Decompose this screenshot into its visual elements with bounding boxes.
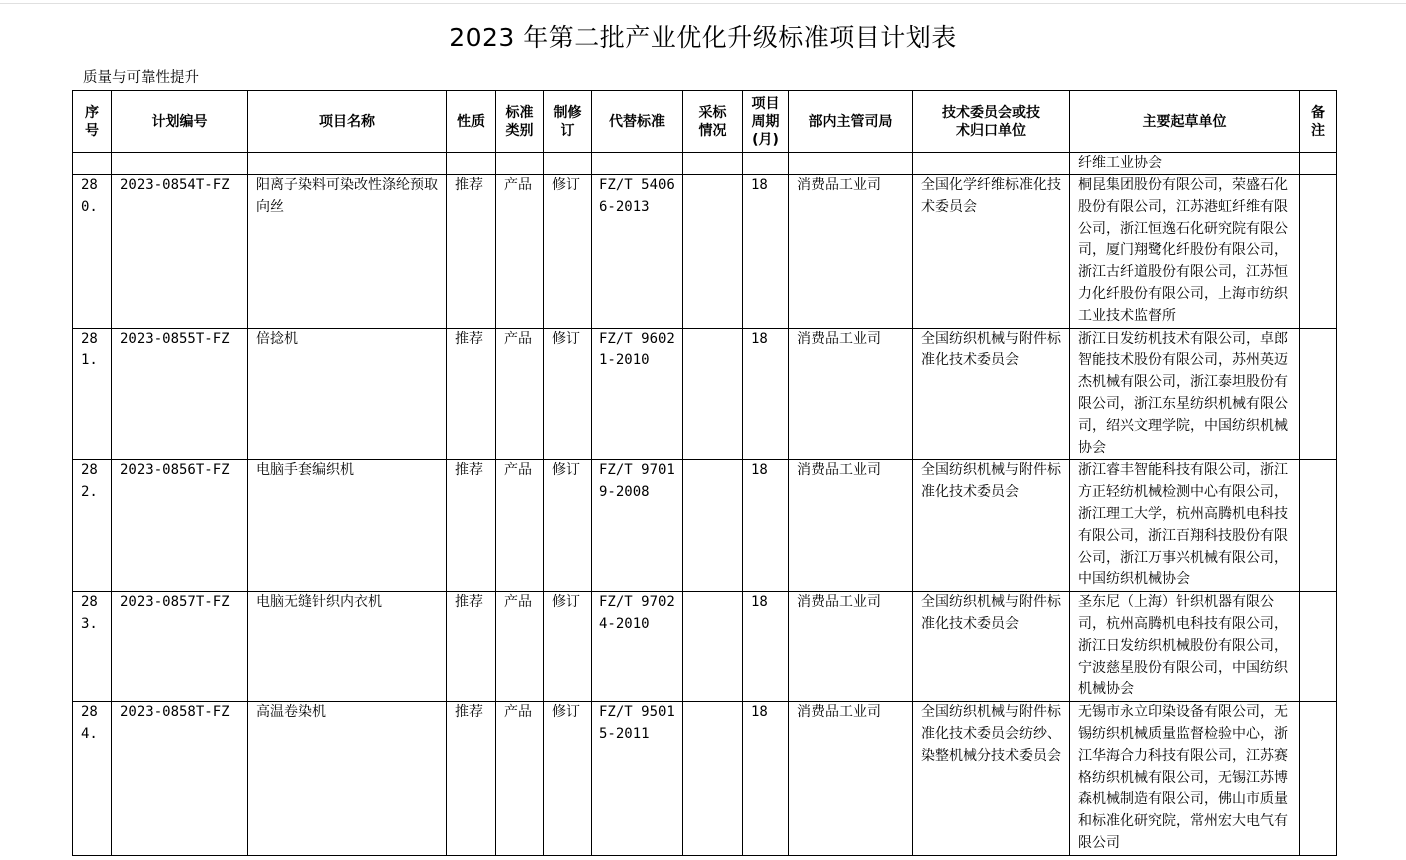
- cell-plan-code: 2023-0856T-FZ: [112, 460, 248, 592]
- table-row: [73, 702, 1337, 856]
- cell-period: 18: [743, 175, 789, 329]
- cell-plan-code: 2023-0854T-FZ: [112, 175, 248, 329]
- cell-period: 18: [743, 702, 789, 856]
- continuation-drafters: 纤维工业协会: [1070, 153, 1300, 175]
- continuation-row: [73, 153, 1337, 175]
- cell-plan-code: 2023-0858T-FZ: [112, 702, 248, 856]
- cell-drafters: 无锡市永立印染设备有限公司，无锡纺织机械质量监督检验中心，浙江华海合力科技有限公司，江苏赛格纺织机械有限公司，无锡江苏博森机械制造有限公司，佛山市质量和标准化研究院，常州宏大电气有限公司: [1070, 702, 1300, 856]
- cell-project-name: 电脑手套编织机: [248, 460, 447, 592]
- cell-adoption: [683, 702, 743, 856]
- cell-replaces: FZ/T 97024-2010: [592, 592, 683, 702]
- cell-committee: 全国化学纤维标准化技术委员会: [913, 175, 1070, 329]
- cell-department: 消费品工业司: [789, 175, 913, 329]
- cell-replaces: FZ/T 95015-2011: [592, 702, 683, 856]
- cell-remarks: [1300, 702, 1337, 856]
- table-row: [73, 175, 1337, 329]
- cell-replaces: FZ/T 96021-2010: [592, 328, 683, 460]
- cell-department: 消费品工业司: [789, 592, 913, 702]
- section-label: 质量与可靠性提升: [83, 70, 199, 86]
- header-adoption: 采标情况: [683, 91, 743, 153]
- cell-adoption: [683, 592, 743, 702]
- header-replaces: 代替标准: [592, 91, 683, 153]
- top-divider: [0, 3, 1406, 4]
- cell-drafters: 桐昆集团股份有限公司，荣盛石化股份有限公司，江苏港虹纤维有限公司，浙江恒逸石化研究院有限公司，厦门翔鹭化纤股份有限公司，浙江古纤道股份有限公司，江苏恒力化纤股份有限公司，上海市纺织工业技术监督所: [1070, 175, 1300, 329]
- cell-category: 产品: [496, 460, 544, 592]
- cell-committee: 全国纺织机械与附件标准化技术委员会: [913, 328, 1070, 460]
- cell-replaces: FZ/T 97019-2008: [592, 460, 683, 592]
- cell-remarks: [1300, 592, 1337, 702]
- cell-seq: 283.: [73, 592, 112, 702]
- cell-revision: 修订: [544, 175, 592, 329]
- cell-project-name: 电脑无缝针织内衣机: [248, 592, 447, 702]
- cell-category: 产品: [496, 175, 544, 329]
- cell-project-name: 阳离子染料可染改性涤纶预取向丝: [248, 175, 447, 329]
- cell-adoption: [683, 175, 743, 329]
- header-department: 部内主管司局: [789, 91, 913, 153]
- cell-plan-code: 2023-0857T-FZ: [112, 592, 248, 702]
- cell-replaces: FZ/T 54066-2013: [592, 175, 683, 329]
- header-committee: 技术委员会或技术归口单位: [913, 91, 1070, 153]
- table-row: [73, 460, 1337, 592]
- cell-seq: 281.: [73, 328, 112, 460]
- header-plan-code: 计划编号: [112, 91, 248, 153]
- cell-committee: 全国纺织机械与附件标准化技术委员会: [913, 592, 1070, 702]
- cell-period: 18: [743, 460, 789, 592]
- cell-department: 消费品工业司: [789, 702, 913, 856]
- header-nature: 性质: [447, 91, 496, 153]
- cell-seq: 280.: [73, 175, 112, 329]
- cell-committee: 全国纺织机械与附件标准化技术委员会: [913, 460, 1070, 592]
- header-drafters: 主要起草单位: [1070, 91, 1300, 153]
- cell-nature: 推荐: [447, 328, 496, 460]
- cell-adoption: [683, 460, 743, 592]
- cell-seq: 284.: [73, 702, 112, 856]
- cell-committee: 全国纺织机械与附件标准化技术委员会纺纱、染整机械分技术委员会: [913, 702, 1070, 856]
- cell-nature: 推荐: [447, 460, 496, 592]
- cell-nature: 推荐: [447, 592, 496, 702]
- cell-drafters: 浙江睿丰智能科技有限公司，浙江方正轻纺机械检测中心有限公司，浙江理工大学，杭州高腾机电科技有限公司，浙江百翔科技股份有限公司，浙江万事兴机械有限公司，中国纺织机械协会: [1070, 460, 1300, 592]
- header-revision: 制修订: [544, 91, 592, 153]
- cell-drafters: 浙江日发纺机技术有限公司，卓郎智能技术股份有限公司，苏州英迈杰机械有限公司，浙江泰坦股份有限公司，浙江东星纺织机械有限公司，绍兴文理学院，中国纺织机械协会: [1070, 328, 1300, 460]
- cell-drafters: 圣东尼（上海）针织机器有限公司，杭州高腾机电科技有限公司，浙江日发纺织机械股份有限公司，宁波慈星股份有限公司，中国纺织机械协会: [1070, 592, 1300, 702]
- cell-period: 18: [743, 592, 789, 702]
- header-period: 项目周期(月): [743, 91, 789, 153]
- cell-revision: 修订: [544, 328, 592, 460]
- header-standard-category: 标准类别: [496, 91, 544, 153]
- header-seq: 序号: [73, 91, 112, 153]
- cell-nature: 推荐: [447, 702, 496, 856]
- cell-adoption: [683, 328, 743, 460]
- cell-category: 产品: [496, 328, 544, 460]
- table-row: [73, 328, 1337, 460]
- cell-revision: 修订: [544, 460, 592, 592]
- cell-remarks: [1300, 460, 1337, 592]
- table-header-row: [73, 91, 1337, 153]
- cell-category: 产品: [496, 592, 544, 702]
- cell-project-name: 倍捻机: [248, 328, 447, 460]
- document-title: 2023 年第二批产业优化升级标准项目计划表: [449, 23, 957, 52]
- cell-category: 产品: [496, 702, 544, 856]
- cell-nature: 推荐: [447, 175, 496, 329]
- cell-revision: 修订: [544, 702, 592, 856]
- cell-period: 18: [743, 328, 789, 460]
- cell-project-name: 高温卷染机: [248, 702, 447, 856]
- plan-table: [72, 90, 1337, 856]
- header-project-name: 项目名称: [248, 91, 447, 153]
- cell-remarks: [1300, 328, 1337, 460]
- table-row: [73, 592, 1337, 702]
- cell-revision: 修订: [544, 592, 592, 702]
- cell-remarks: [1300, 175, 1337, 329]
- cell-department: 消费品工业司: [789, 328, 913, 460]
- cell-seq: 282.: [73, 460, 112, 592]
- cell-plan-code: 2023-0855T-FZ: [112, 328, 248, 460]
- cell-department: 消费品工业司: [789, 460, 913, 592]
- header-remarks: 备注: [1300, 91, 1337, 153]
